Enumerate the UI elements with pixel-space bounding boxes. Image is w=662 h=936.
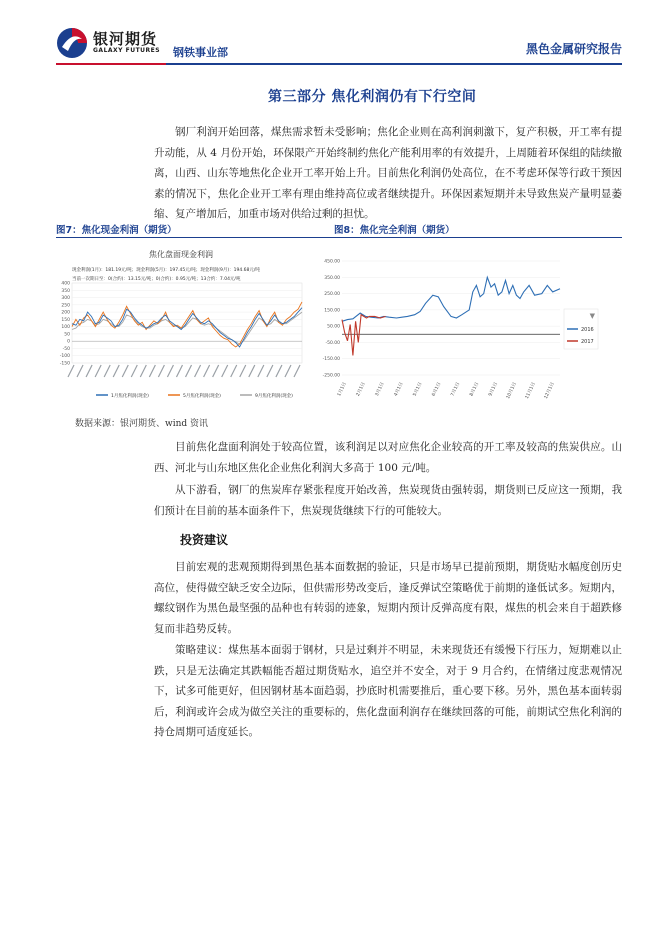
chart1-xtick-mark (131, 365, 137, 377)
chart2-xtick-label: 5月1日 (412, 381, 424, 398)
figure7-caption: 图7：焦化现金利润（期货） (56, 225, 177, 236)
figure8-caption: 图8：焦化完全利润（期货） (334, 225, 455, 236)
chart1-xtick-mark (122, 365, 128, 377)
chart2-ytick-label: 450.00 (324, 259, 340, 265)
chart1-xtick-mark (294, 365, 300, 377)
section-title: 第三部分 焦化利润仍有下行空间 (268, 89, 477, 105)
chart2-xtick-label: 10月1日 (506, 381, 518, 400)
chart1-ytick-label: 350 (61, 288, 70, 294)
chart2-ytick-label: 50.00 (327, 324, 340, 330)
chart1-xtick-mark (222, 365, 228, 377)
data-source: 数据来源：银河期货、wind 资讯 (75, 419, 209, 429)
chart1-xtick-mark (167, 365, 173, 377)
chart1-xtick-mark (77, 365, 83, 377)
chart2-ytick-label: -150.00 (322, 357, 340, 363)
chart2-ytick-label: 250.00 (324, 292, 340, 298)
chart1-xtick-mark (149, 365, 155, 377)
chart2-legend-label: 2017 (581, 338, 594, 345)
chart1-xtick-mark (249, 365, 255, 377)
coking-cash-profit-chart (56, 243, 306, 408)
chart1-xtick-mark (213, 365, 219, 377)
galaxy-logo-icon (56, 27, 88, 59)
chart1-ytick-label: -150 (59, 361, 70, 367)
report-title: 黑色金属研究报告 (525, 42, 622, 56)
paragraph-supply: 钢厂利润开始回落，煤焦需求暂未受影响；焦化企业则在高利润刺激下，复产积极，开工率有提升动能，从 4 月份开始，环保限产开始终制约焦化产能利用率的有效提升，上周随着环保组的陆续撤离，山西、山东等地焦化企业开工率开始上升。目前焦化利润仍处高位，在不考虑环保等行政干预因素的情况下，焦化企业开工率有理由维持高位或者继续提升。环保因素短期并未导致焦炭产量明显萎缩、复产增加后，加重市场对供给过剩的担忧。 (154, 126, 622, 221)
chart1-xtick-mark (158, 365, 164, 377)
chart1-ytick-label: 50 (64, 332, 70, 338)
chart2-xtick-label: 11月1日 (524, 381, 537, 400)
chart1-xtick-mark (176, 365, 182, 377)
logo-english-name: GALAXY FUTURES (93, 47, 161, 54)
chart1-xtick-mark (104, 365, 110, 377)
chart2-series-line (342, 315, 386, 356)
chart1-ytick-label: -50 (62, 346, 70, 352)
chart1-xtick-mark (204, 365, 210, 377)
chart1-xtick-mark (267, 365, 273, 377)
chart2-xtick-label: 4月1日 (393, 381, 405, 398)
chart2-xtick-label: 12月1日 (543, 381, 556, 400)
chart1-ytick-label: -100 (59, 354, 70, 360)
chart1-annotation-2: 当前一次期日至：0(合约)：13.15元/吨；0(合约)：0.95元/吨；13合约：7.04元/吨 (72, 277, 241, 282)
chart1-ytick-label: 150 (61, 317, 70, 323)
chart1-ytick-label: 0 (67, 339, 70, 345)
chart2-xtick-label: 6月1日 (431, 381, 443, 398)
investment-advice-heading: 投资建议 (180, 533, 229, 547)
paragraph-strategy: 策略建议：煤焦基本面弱于钢材，只是过剩并不明显，未来现货还有缓慢下行压力，短期难以止跌，只是无法确定其跌幅能否超过期货贴水，追空并不安全，对于 9 月合约，在情绪过度悲观情况下，试多可能更好，但因钢材基本面趋弱，抄底时机需要推后，重心要下移。另外，黑色基本面转弱后，利润或许会成为做空关注的重要标的，焦化盘面利润存在继续回落的可能，前期试空焦化利润的持仓周期可适度延长。 (154, 644, 622, 739)
paragraph-macro: 目前宏观的悲观预期得到黑色基本面数据的验证，只是市场早已提前预期，期货贴水幅度创历史高位，使得做空缺乏安全边际，但供需形势改变后，逢反弹试空策略优于前期的逢低试多。短期内，螺纹钢作为黑色最坚强的品种也有转弱的迹象，短期内预计反弹高度有限，煤焦的机会来自于超跌修复而非趋势反转。 (154, 561, 622, 635)
chart1-xtick-mark (186, 365, 192, 377)
paragraph-downstream: 从下游看，钢厂的焦炭库存紧张程度开始改善，焦炭现货由强转弱，期货则已反应这一预期，我们预计在目前的基本面条件下，焦炭现货继续下行的可能较大。 (154, 484, 622, 517)
chart2-xtick-label: 3月1日 (374, 381, 386, 398)
chart1-xtick-mark (195, 365, 201, 377)
chart2-xtick-label: 1月1日 (337, 381, 348, 398)
chart1-xtick-mark (113, 365, 119, 377)
chart2-xtick-label: 8月1日 (469, 381, 481, 398)
chart2-series-line (342, 277, 560, 321)
chart2-ytick-label: 150.00 (324, 308, 340, 314)
coking-full-profit-chart (312, 251, 612, 411)
chart1-xtick-mark (140, 365, 146, 377)
chart1-ytick-label: 100 (61, 325, 70, 331)
chart1-title: 焦化盘面现金利润 (149, 250, 213, 259)
chart2-xtick-label: 9月1日 (488, 381, 500, 398)
logo-chinese-name: 银河期货 (93, 30, 158, 48)
chart1-xtick-mark (231, 365, 237, 377)
chart1-xtick-mark (86, 365, 92, 377)
chart2-legend-label: 2016 (581, 326, 594, 333)
chart1-annotation-1: 现金利润(1月)：181.19元/吨；现金利润(5月)：197.45元/吨；现金利润(9月)：194.68元/吨 (72, 268, 260, 273)
chart2-ytick-label: 350.00 (324, 275, 340, 281)
paragraph-profit-level: 目前焦化盘面利润处于较高位置，该利润足以对应焦化企业较高的开工率及较高的焦炭供应。山西、河北与山东地区焦化企业焦化利润大多高于 100 元/吨。 (154, 441, 622, 474)
chart1-xtick-mark (258, 365, 264, 377)
chart2-ytick-label: -250.00 (322, 373, 340, 379)
filter-icon: ▼ (589, 312, 595, 320)
chart1-legend-label: 9月焦化利润(现金) (255, 394, 293, 399)
caption-divider (56, 237, 622, 238)
chart1-legend-label: 1月焦化利润(现金) (111, 394, 149, 399)
chart1-xtick-mark (240, 365, 246, 377)
department-label: 钢铁事业部 (173, 46, 228, 59)
chart2-ytick-label: -50.00 (325, 340, 340, 346)
header-divider-accent (56, 63, 166, 65)
chart1-xtick-mark (285, 365, 291, 377)
chart1-ytick-label: 300 (61, 296, 70, 302)
chart1-ytick-label: 250 (61, 303, 70, 309)
chart1-xtick-mark (276, 365, 282, 377)
chart2-xtick-label: 2月1日 (355, 381, 367, 398)
chart2-xtick-label: 7月1日 (450, 381, 462, 398)
chart1-ytick-label: 200 (61, 310, 70, 316)
chart1-xtick-mark (95, 365, 101, 377)
chart1-ytick-label: 400 (61, 281, 70, 287)
chart1-legend-label: 5月焦化利润(现金) (183, 394, 221, 399)
chart1-xtick-mark (68, 365, 74, 377)
